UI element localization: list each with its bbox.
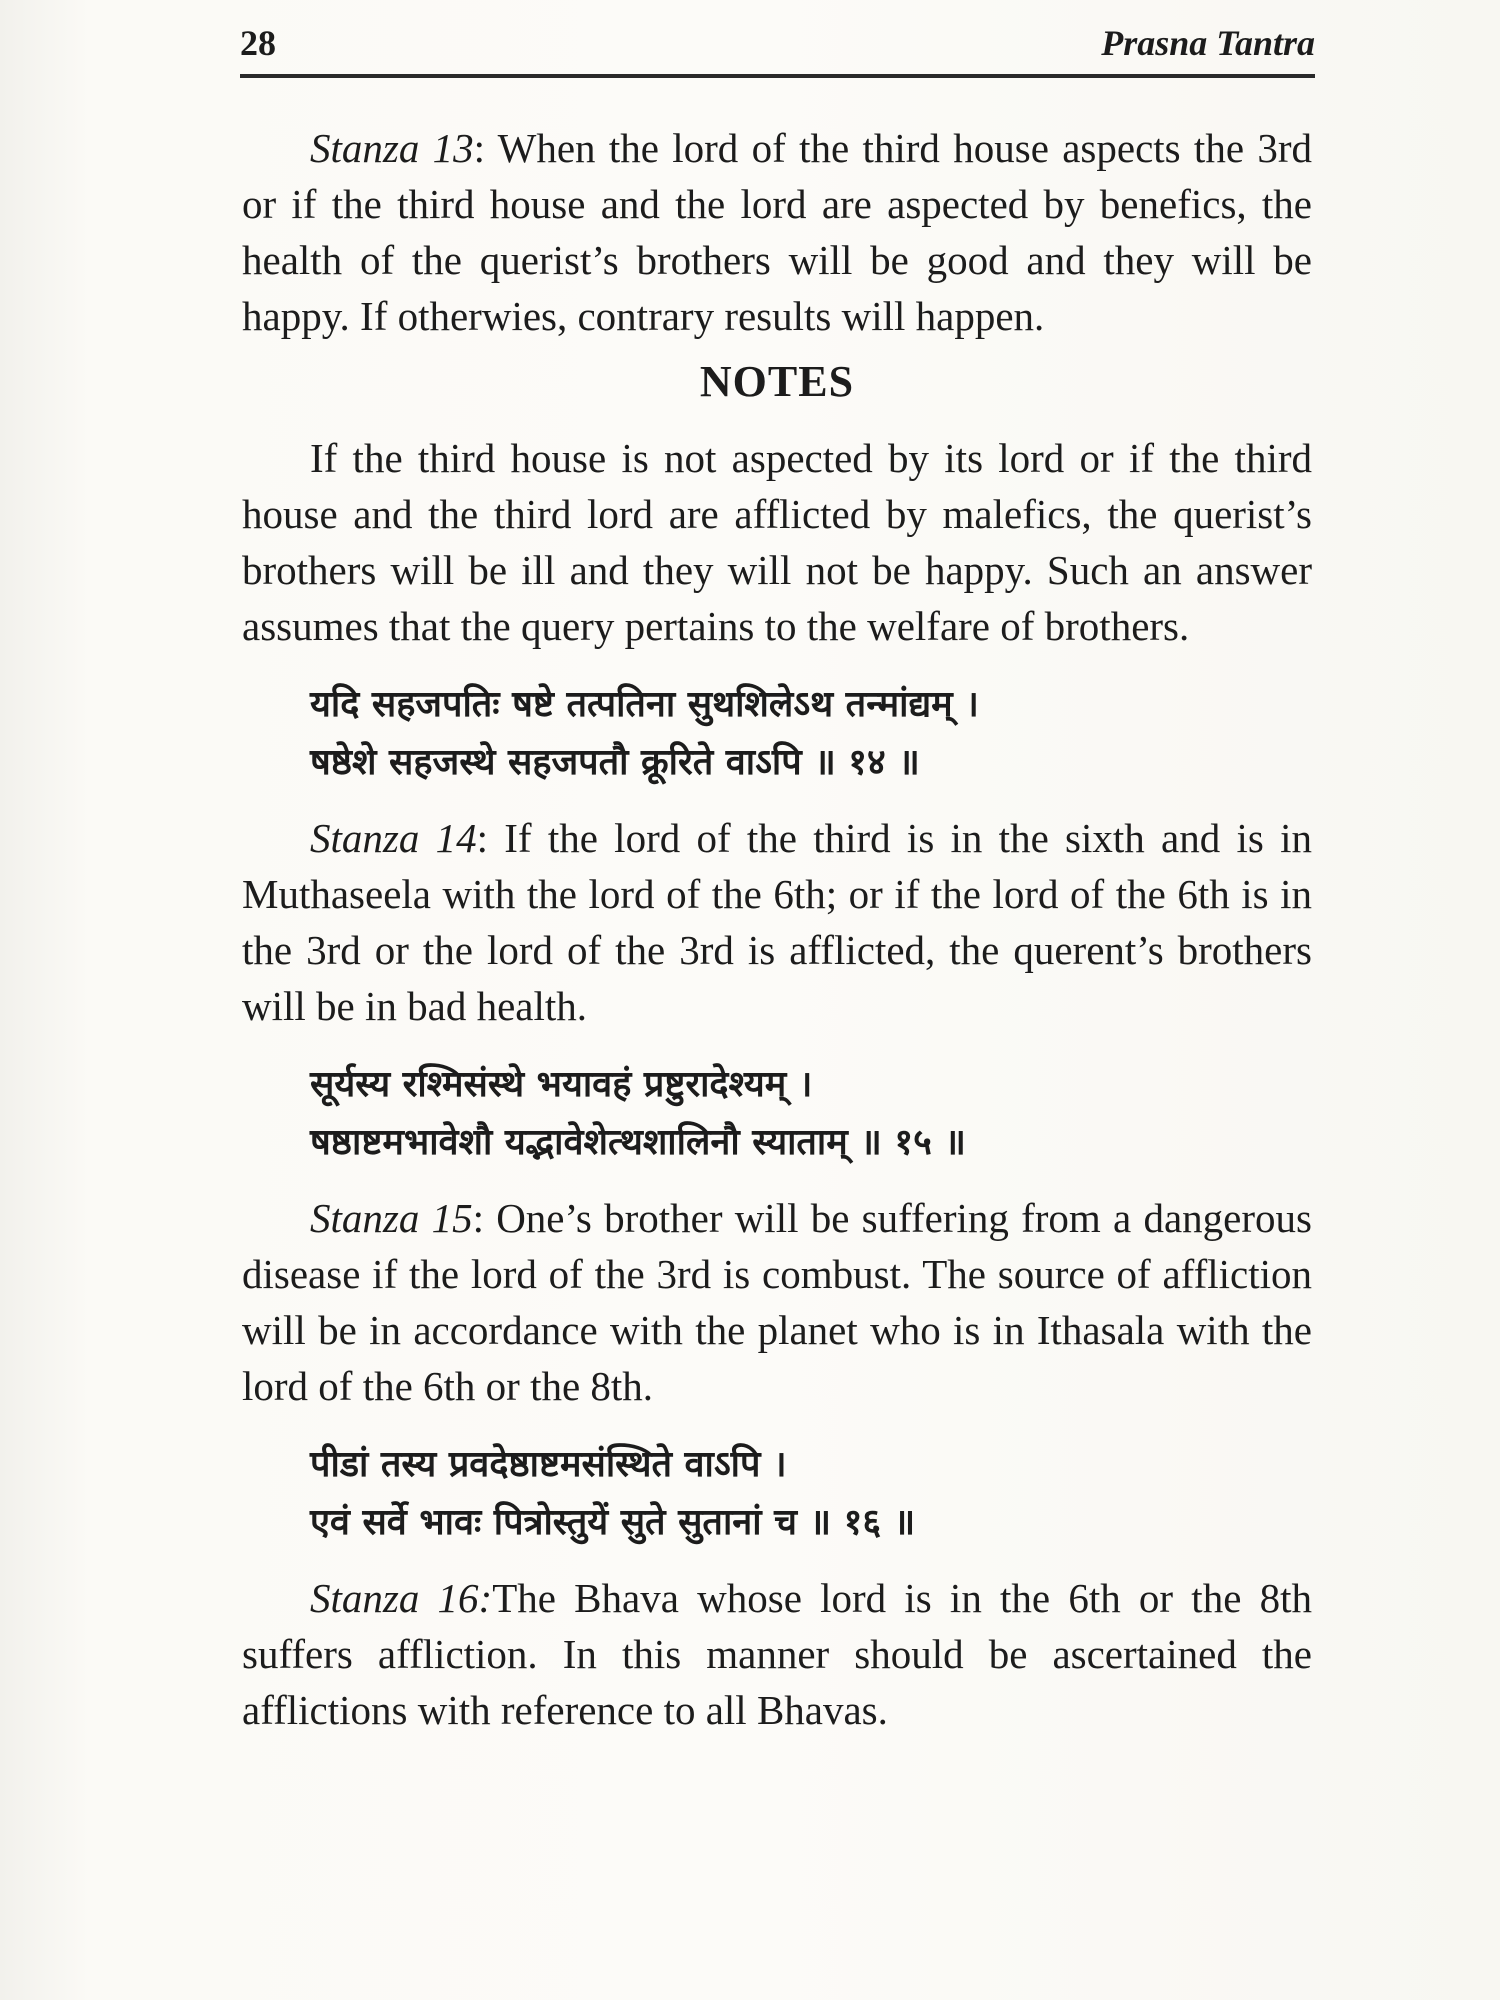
notes-heading: NOTES [699,357,855,406]
stanza-13-label: Stanza 13 [310,125,474,171]
stanza-16-text: The Bhava whose lord is in the 6th or the 8th suffers affliction. In this manner should be ascertained the afflictions with reference to all Bhavas. [242,1575,1312,1733]
stanza-15-paragraph [242,1190,1312,1414]
verse-15 [310,1056,1312,1172]
stanza-14-text: : If the lord of the third is in the sixth and is in Muthaseela with the lord of the 6th; or if the lord of the 6th is in the 3rd or the lord of the 3rd is afflicted, the querent’s brothers will be in bad health. [242,815,1312,1029]
stanza-13-text: : When the lord of the third house aspects the 3rd or if the third house and the lord are aspected by benefics, the health of the querist’s brothers will be good and they will be happy. If otherwies, contrary results will happen. [242,125,1312,339]
verse-15-line-2: षष्ठाष्टमभावेशौ यद्भावेशेत्थशालिनौ स्याताम् ॥ १५ ॥ [310,1122,966,1163]
page-number: 28 [240,23,276,63]
stanza-16-label: Stanza 16: [310,1575,493,1621]
book-title: Prasna Tantra [1101,23,1315,63]
running-head [240,22,1315,76]
stanza-13-paragraph [242,120,1312,344]
stanza-16-paragraph [242,1570,1312,1738]
verse-14-line-2: षष्ठेशे सहजस्थे सहजपतौ क्रूरिते वाऽपि ॥ १४ ॥ [310,742,920,783]
stanza-15-label: Stanza 15 [310,1195,473,1241]
stanza-15-text: : One’s brother will be suffering from a dangerous disease if the lord of the 3rd is combust. The source of affliction will be in accordance with the planet who is in Ithasala with the lord of the 6th or the 8th. [242,1195,1312,1409]
stanza-14-label: Stanza 14 [310,815,477,861]
page-body [242,120,1312,1738]
verse-16 [310,1436,1312,1552]
stanza-14-paragraph [242,810,1312,1034]
verse-15-line-1: सूर्यस्य रश्मिसंस्थे भयावहं प्रष्टुरादेश्यम् । [310,1064,813,1105]
notes-paragraph: If the third house is not aspected by its lord or if the third house and the third lord are afflicted by malefics, the querist’s brothers will be ill and they will not be happy. Such an answer assumes that the query pertains to the welfare of brothers. [242,435,1312,649]
verse-14-line-1: यदि सहजपतिः षष्टे तत्पतिना सुथशिलेऽथ तन्मांद्यम् । [310,684,979,725]
verse-16-line-1: पीडां तस्य प्रवदेष्ठाष्टमसंस्थिते वाऽपि । [310,1444,787,1485]
verse-16-line-2: एवं सर्वे भावः पित्रोस्तुयें सुते सुतानां च ॥ १६ ॥ [310,1502,916,1543]
verse-14 [310,676,1312,792]
header-rule [240,74,1315,78]
